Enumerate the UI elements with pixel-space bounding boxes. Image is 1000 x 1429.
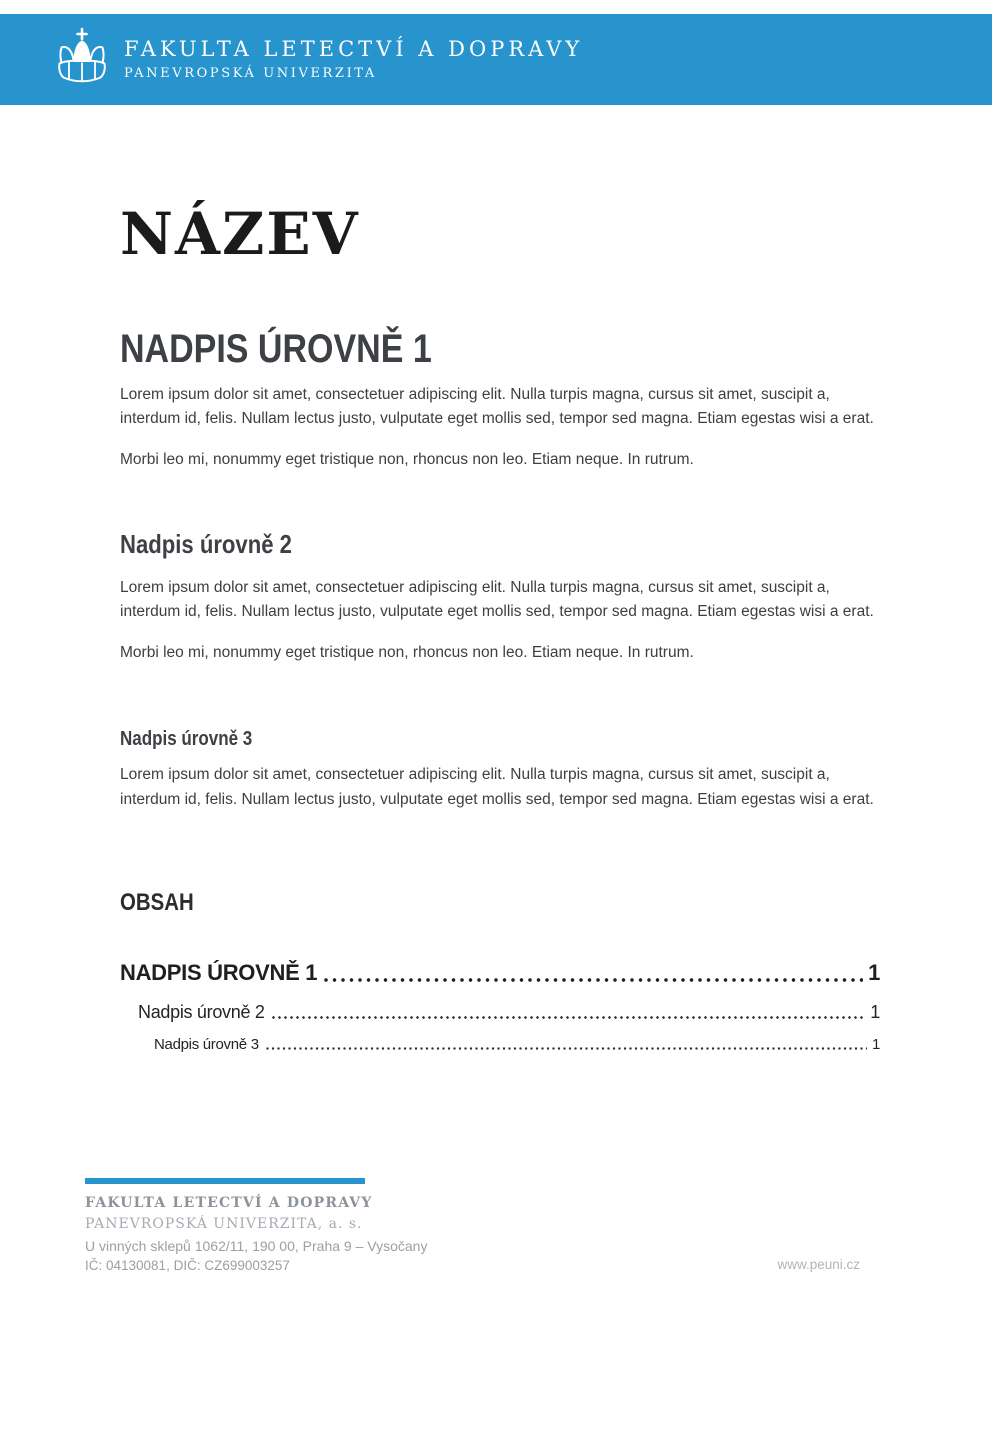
toc-title: OBSAH [120, 889, 194, 917]
toc-page-number: 1 [870, 1002, 880, 1023]
footer-website-link[interactable]: www.peuni.cz [777, 1257, 860, 1273]
paragraph: Lorem ipsum dolor sit amet, consectetuer adipiscing elit. Nulla turpis magna, cursus sit amet, suscipit a, interdum id, felis. Nullam lectus justo, vulputate eget mollis sed, tempor sed magna. Etiam egestas wisi a erat. [120, 578, 874, 621]
section-heading-level-3: Nadpis úrovně 3 [120, 728, 253, 751]
toc-page-number: 1 [868, 960, 880, 986]
footer-university-name: PANEVROPSKÁ UNIVERZITA, a. s. [85, 1216, 363, 1233]
toc-entry-label: NADPIS ÚROVNĚ 1 [120, 960, 318, 986]
document-title: NÁZEV [120, 200, 360, 268]
table-of-contents [120, 960, 880, 1053]
footer-address: U vinných sklepů 1062/11, 190 00, Praha 9 – Vysočany [85, 1238, 428, 1255]
toc-entry-label: Nadpis úrovně 3 [154, 1036, 259, 1054]
toc-dot-leader [324, 978, 863, 982]
toc-entry-level-1[interactable] [120, 960, 880, 986]
header-faculty-name: FAKULTA LETECTVÍ A DOPRAVY [124, 37, 584, 62]
paragraph: Lorem ipsum dolor sit amet, consectetuer adipiscing elit. Nulla turpis magna, cursus sit amet, suscipit a, interdum id, felis. Nullam lectus justo, vulputate eget mollis sed, tempor sed magna. Etiam egestas wisi a erat. [120, 766, 874, 808]
paragraph: Morbi leo mi, nonummy eget tristique non, rhoncus non leo. Etiam neque. In rutrum. [120, 643, 694, 661]
document-body [120, 200, 880, 1054]
page-footer [85, 1178, 1000, 1273]
toc-entry-label: Nadpis úrovně 2 [138, 1002, 265, 1023]
toc-entry-level-2[interactable] [138, 1002, 880, 1023]
footer-faculty-name: FAKULTA LETECTVÍ A DOPRAVY [85, 1195, 373, 1212]
toc-page-number: 1 [871, 1036, 880, 1054]
toc-entry-level-3[interactable] [154, 1036, 880, 1053]
university-logo [54, 26, 110, 93]
section-heading-level-2: Nadpis úrovně 2 [120, 529, 292, 560]
toc-dot-leader [266, 1047, 867, 1050]
paragraph: Morbi leo mi, nonummy eget tristique non, rhoncus non leo. Etiam neque. In rutrum. [120, 450, 694, 468]
section-heading-level-1: NADPIS ÚROVNĚ 1 [120, 326, 432, 371]
header-banner [0, 14, 992, 105]
crown-icon [54, 26, 110, 93]
toc-dot-leader [272, 1016, 866, 1019]
header-university-name: PANEVROPSKÁ UNIVERZITA [124, 65, 377, 81]
footer-accent-line [85, 1178, 365, 1184]
footer-registration-ids: IČ: 04130081, DIČ: CZ699003257 [85, 1258, 290, 1274]
paragraph: Lorem ipsum dolor sit amet, consectetuer adipiscing elit. Nulla turpis magna, cursus sit amet, suscipit a, interdum id, felis. Nullam lectus justo, vulputate eget mollis sed, tempor sed magna. Etiam egestas wisi a erat. [120, 385, 874, 428]
